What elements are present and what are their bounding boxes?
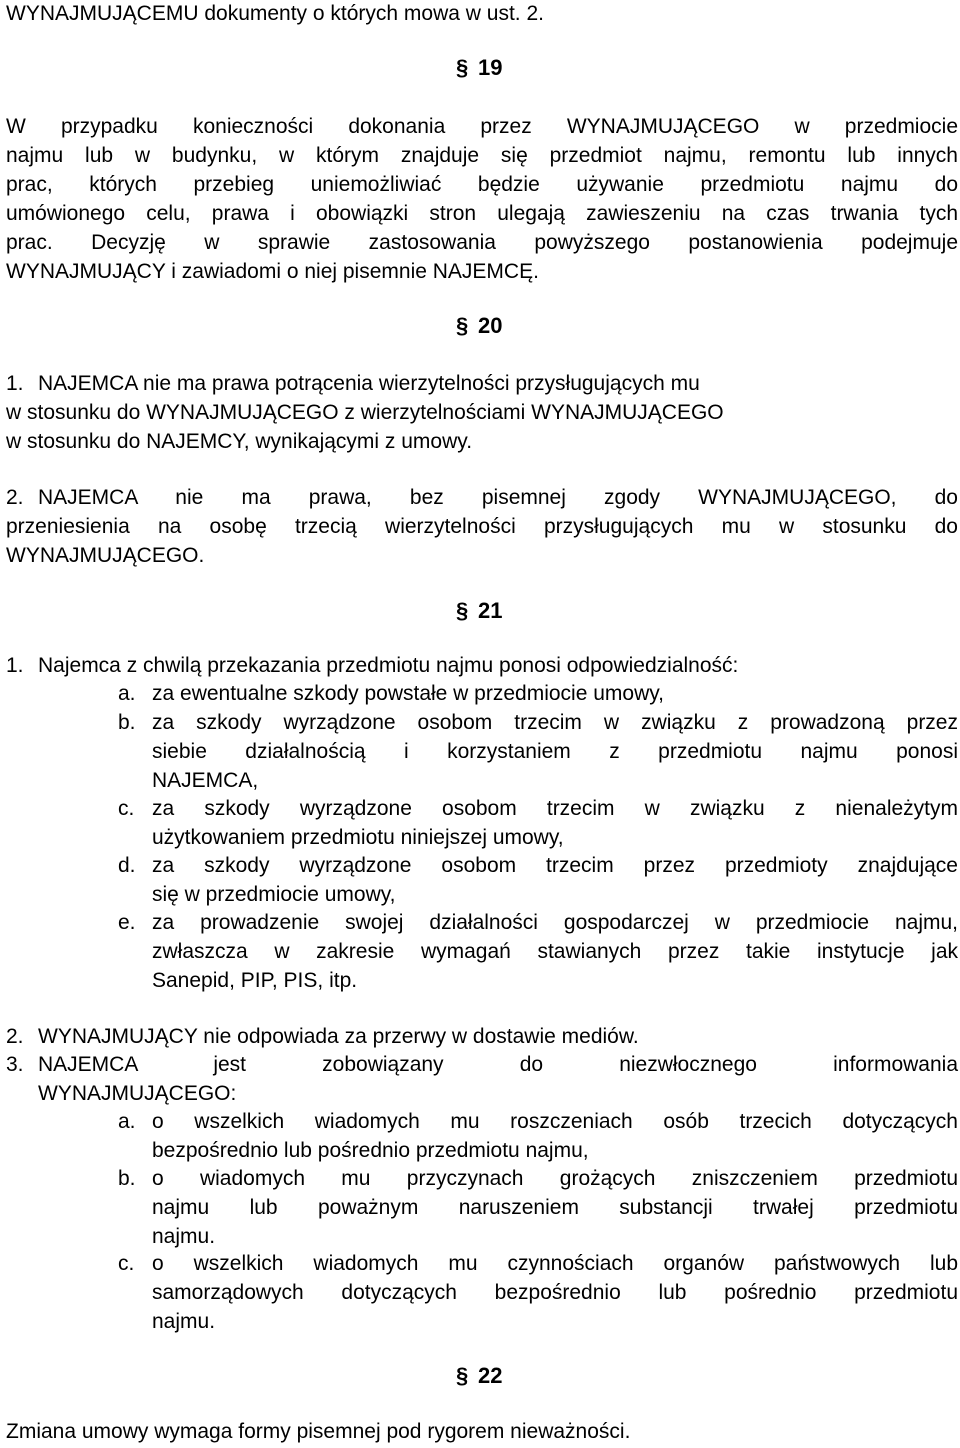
sec21-item-b-line-1: za szkody wyrządzone osobom trzecim w związku z prowadzoną przez bbox=[152, 711, 958, 734]
sec21-item-e-line-1: za prowadzenie swojej działalności gospodarczej w przedmiocie najmu, bbox=[152, 911, 958, 934]
sec21-item-e-line-3: Sanepid, PIP, PIS, itp. bbox=[152, 969, 358, 992]
sec21-p3-item-b-line-1: o wiadomych mu przyczynach grożących zniszczeniem przedmiotu bbox=[152, 1167, 958, 1190]
sec20-p2-line-3: WYNAJMUJĄCEGO. bbox=[6, 544, 205, 567]
sec19-line-1: W przypadku konieczności dokonania przez WYNAJMUJĄCEGO w przedmiocie bbox=[6, 115, 958, 138]
section-21-heading bbox=[456, 598, 502, 624]
sec21-item-a-line-1: za ewentualne szkody powstałe w przedmiocie umowy, bbox=[152, 682, 665, 705]
sec21-item-b-line-2: siebie działalnością i korzystaniem z przedmiotu najmu ponosi bbox=[152, 740, 958, 763]
sec21-item-b-letter: b. bbox=[118, 711, 136, 734]
sec19-line-5: prac. Decyzję w sprawie zastosowania powyższego postanowienia podejmuje bbox=[6, 231, 958, 254]
sec21-item-b-line-3: NAJEMCA, bbox=[152, 769, 259, 792]
sec20-p1-line-2: w stosunku do WYNAJMUJĄCEGO z wierzytelnościami WYNAJMUJĄCEGO bbox=[6, 401, 724, 424]
section-number: 19 bbox=[478, 55, 503, 80]
section-sign: § bbox=[456, 1363, 469, 1388]
sec21-p3-item-c-letter: c. bbox=[118, 1252, 135, 1275]
sec21-item-c-line-2: użytkowaniem przedmiotu niniejszej umowy, bbox=[152, 826, 564, 849]
sec22-line: Zmiana umowy wymaga formy pisemnej pod rygorem nieważności. bbox=[6, 1420, 631, 1443]
sec20-p2-number: 2. bbox=[6, 486, 24, 509]
sec21-p3-item-c-line-2: samorządowych dotyczących bezpośrednio lub pośrednio przedmiotu bbox=[152, 1281, 958, 1304]
section-number: 22 bbox=[478, 1363, 503, 1388]
sec21-p3-number: 3. bbox=[6, 1053, 24, 1076]
section-sign: § bbox=[456, 313, 469, 338]
sec19-line-4: umówionego celu, prawa i obowiązki stron ulegają zawieszeniu na czas trwania tych bbox=[6, 202, 958, 225]
sec21-p3-item-a-line-2: bezpośrednio lub pośrednio przedmiotu najmu, bbox=[152, 1139, 589, 1162]
section-number: 20 bbox=[478, 313, 503, 338]
sec21-item-e-letter: e. bbox=[118, 911, 136, 934]
sec21-item-d-line-1: za szkody wyrządzone osobom trzecim przez przedmioty znajdujące bbox=[152, 854, 958, 877]
sec19-line-3: prac, których przebieg uniemożliwiać będzie używanie przedmiotu najmu do bbox=[6, 173, 958, 196]
sec21-item-c-line-1: za szkody wyrządzone osobom trzecim w związku z nienależytym bbox=[152, 797, 958, 820]
sec21-p2-text: WYNAJMUJĄCY nie odpowiada za przerwy w dostawie mediów. bbox=[38, 1025, 639, 1048]
sec21-p3-item-c-line-1: o wszelkich wiadomych mu czynnościach organów państwowych lub bbox=[152, 1252, 958, 1275]
top-line: WYNAJMUJĄCEMU dokumenty o których mowa w ust. 2. bbox=[6, 2, 544, 25]
sec21-p3-line-2: WYNAJMUJĄCEGO: bbox=[38, 1082, 237, 1105]
sec20-p1-line-1: NAJEMCA nie ma prawa potrącenia wierzytelności przysługujących mu bbox=[38, 372, 700, 395]
sec21-p1-number: 1. bbox=[6, 654, 24, 677]
sec20-p2-line-1: NAJEMCA nie ma prawa, bez pisemnej zgody WYNAJMUJĄCEGO, do bbox=[38, 486, 958, 509]
sec21-p3-item-c-line-3: najmu. bbox=[152, 1310, 216, 1333]
sec19-line-2: najmu lub w budynku, w którym znajduje się przedmiot najmu, remontu lub innych bbox=[6, 144, 958, 167]
section-20-heading bbox=[456, 313, 502, 339]
sec21-p3-line-1: NAJEMCA jest zobowiązany do niezwłocznego informowania bbox=[38, 1053, 958, 1076]
sec21-p3-item-a-line-1: o wszelkich wiadomych mu roszczeniach osób trzecich dotyczących bbox=[152, 1110, 958, 1133]
section-22-heading bbox=[456, 1363, 502, 1389]
sec21-p3-item-b-line-3: najmu. bbox=[152, 1225, 216, 1248]
section-19-heading bbox=[456, 55, 502, 81]
sec21-item-d-line-2: się w przedmiocie umowy, bbox=[152, 883, 396, 906]
sec19-line-6: WYNAJMUJĄCY i zawiadomi o niej pisemnie NAJEMCĘ. bbox=[6, 260, 539, 283]
sec20-p1-number: 1. bbox=[6, 372, 24, 395]
sec21-item-d-letter: d. bbox=[118, 854, 136, 877]
sec21-p2-number: 2. bbox=[6, 1025, 24, 1048]
sec21-item-c-letter: c. bbox=[118, 797, 135, 820]
section-sign: § bbox=[456, 55, 469, 80]
section-number: 21 bbox=[478, 598, 503, 623]
sec21-p3-item-a-letter: a. bbox=[118, 1110, 136, 1133]
sec21-p1-text: Najemca z chwilą przekazania przedmiotu najmu ponosi odpowiedzialność: bbox=[38, 654, 739, 677]
section-sign: § bbox=[456, 598, 469, 623]
sec20-p2-line-2: przeniesienia na osobę trzecią wierzytelności przysługujących mu w stosunku do bbox=[6, 515, 958, 538]
sec20-p1-line-3: w stosunku do NAJEMCY, wynikającymi z umowy. bbox=[6, 430, 473, 453]
sec21-item-a-letter: a. bbox=[118, 682, 136, 705]
sec21-p3-item-b-line-2: najmu lub poważnym naruszeniem substancji trwałej przedmiotu bbox=[152, 1196, 958, 1219]
sec21-p3-item-b-letter: b. bbox=[118, 1167, 136, 1190]
sec21-item-e-line-2: zwłaszcza w zakresie wymagań stawianych przez takie instytucje jak bbox=[152, 940, 958, 963]
